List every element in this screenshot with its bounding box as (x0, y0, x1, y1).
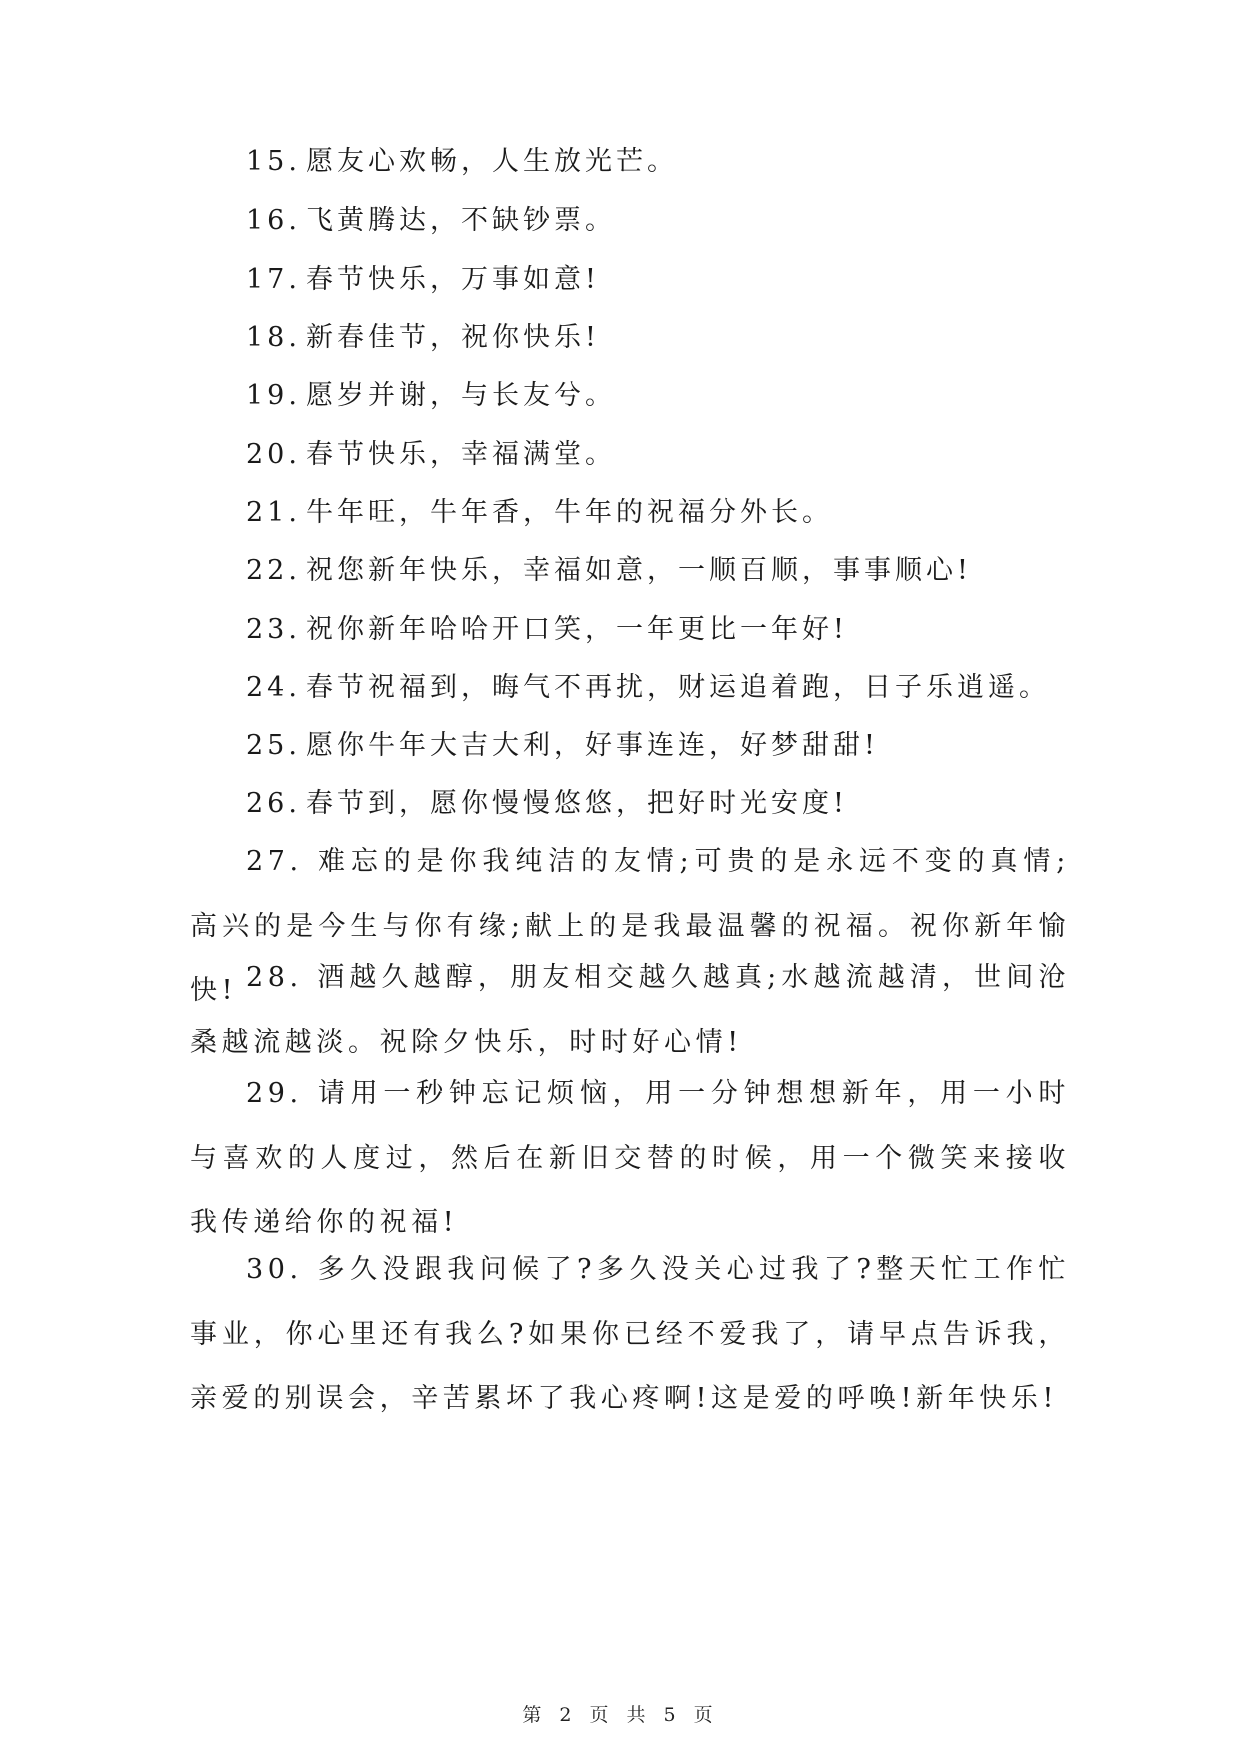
item-number: 25. (246, 730, 301, 761)
item-number: 28. (246, 962, 303, 993)
item-number: 26. (246, 788, 301, 819)
item-text: 祝您新年快乐，幸福如意，一顺百顺，事事顺心! (306, 555, 972, 586)
item-number: 20. (246, 439, 301, 470)
item-text: 请用一秒钟忘记烦恼，用一分钟想想新年，用一小时与喜欢的人度过，然后在新旧交替的时候，用一个微笑来接收我传递给你的祝福! (190, 1078, 1070, 1238)
item-number: 18. (246, 322, 301, 353)
item-text: 春节到，愿你慢慢悠悠，把好时光安度! (306, 788, 848, 819)
item-text: 愿岁并谢，与长友兮。 (306, 380, 616, 411)
item-text: 飞黄腾达，不缺钞票。 (306, 205, 616, 236)
item-text: 愿友心欢畅，人生放光芒。 (306, 146, 678, 177)
item-text: 春节快乐，万事如意! (306, 264, 600, 295)
item-text: 祝你新年哈哈开口笑，一年更比一年好! (306, 614, 848, 645)
item-number: 29. (246, 1078, 303, 1109)
item-number: 17. (246, 264, 301, 295)
paragraph-item (190, 1238, 1070, 1432)
item-text: 新春佳节，祝你快乐! (306, 322, 600, 353)
item-text: 多久没跟我问候了?多久没关心过我了?整天忙工作忙事业，你心里还有我么?如果你已经不爱我了，请早点告诉我，亲爱的别误会，辛苦累坏了我心疼啊!这是爱的呼唤!新年快乐! (190, 1254, 1070, 1414)
paragraph-item (190, 1062, 1070, 1256)
item-number: 24. (246, 672, 301, 703)
item-number: 23. (246, 614, 301, 645)
item-number: 22. (246, 555, 301, 586)
paragraph-item (190, 946, 1070, 1075)
item-number: 15. (246, 146, 301, 177)
item-text: 愿你牛年大吉大利，好事连连，好梦甜甜! (306, 730, 879, 761)
page-footer: 第 2 页 共 5 页 (522, 1704, 719, 1726)
item-number: 30. (246, 1254, 303, 1285)
item-number: 16. (246, 205, 301, 236)
item-text: 牛年旺，牛年香，牛年的祝福分外长。 (306, 497, 833, 528)
item-number: 21. (246, 497, 301, 528)
item-text: 难忘的是你我纯洁的友情;可贵的是永远不变的真情;高兴的是今生与你有缘;献上的是我最温馨的祝福。祝你新年愉快! (190, 846, 1070, 1006)
item-text: 酒越久越醇，朋友相交越久越真;水越流越清，世间沧桑越流越淡。祝除夕快乐，时时好心情! (190, 962, 1070, 1058)
item-number: 27. (246, 846, 303, 877)
item-number: 19. (246, 380, 301, 411)
item-text: 春节快乐，幸福满堂。 (306, 439, 616, 470)
item-text: 春节祝福到，晦气不再扰，财运追着跑，日子乐逍遥。 (306, 672, 1050, 703)
